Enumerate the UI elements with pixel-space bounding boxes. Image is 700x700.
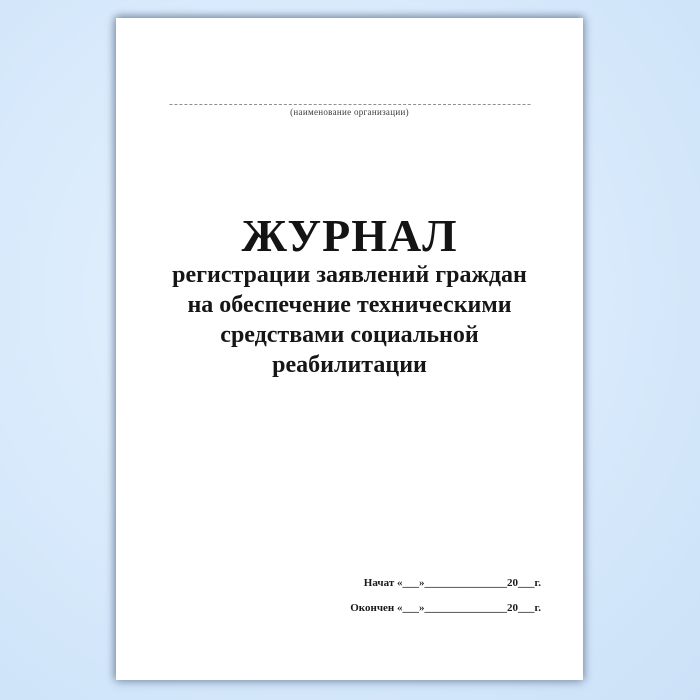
document-page — [116, 18, 583, 680]
subtitle-line-3: средствами социальной — [220, 322, 479, 348]
ended-line: Окончен «___»_______________20___г. — [350, 602, 541, 614]
journal-subtitle — [116, 260, 583, 380]
journal-title: ЖУРНАЛ — [241, 210, 458, 261]
subtitle-line-4: реабилитации — [272, 352, 427, 378]
subtitle-line-2: на обеспечение техническими — [187, 292, 512, 318]
organization-name-block — [169, 78, 530, 117]
subtitle-line-1: регистрации заявлений граждан — [172, 262, 527, 288]
started-line: Начат «___»_______________20___г. — [363, 577, 541, 589]
dates-block — [350, 571, 541, 621]
organization-fill-line — [169, 104, 530, 105]
organization-caption: (наименование организации) — [290, 107, 409, 117]
